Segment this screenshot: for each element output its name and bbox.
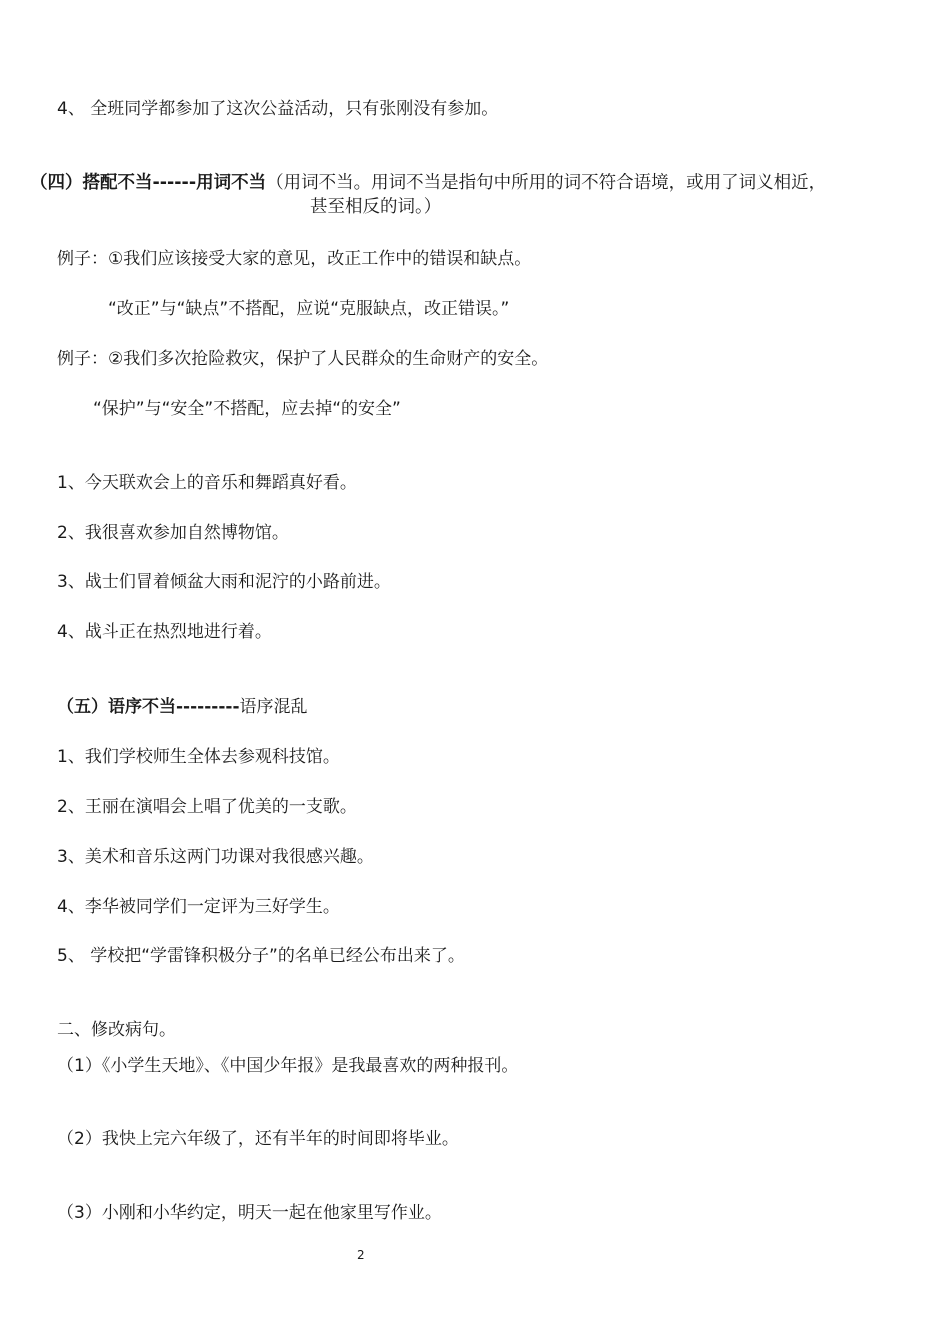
example-2: 例子：②我们多次抢险救灾，保护了人民群众的生命财产的安全。 (57, 349, 549, 369)
section4-item-2: 2、我很喜欢参加自然博物馆。 (57, 523, 289, 543)
part2-item-2: （2）我快上完六年级了，还有半年的时间即将毕业。 (57, 1129, 459, 1149)
part2-item-1: （1）《小学生天地》、《中国少年报》是我最喜欢的两种报刊。 (57, 1056, 519, 1076)
section5-title-rest: 语序混乱 (239, 697, 308, 717)
section5-item-5: 5、 学校把“学雷锋积极分子”的名单已经公布出来了。 (57, 946, 465, 966)
example-1-explanation: “改正”与“缺点”不搭配，应说“克服缺点，改正错误。” (108, 299, 510, 319)
example-1: 例子：①我们应该接受大家的意见，改正工作中的错误和缺点。 (57, 249, 532, 269)
section4-item-4: 4、战斗正在热烈地进行着。 (57, 622, 272, 642)
part2-title: 二、修改病句。 (57, 1020, 176, 1040)
section5-heading (57, 696, 308, 718)
section5-item-4: 4、李华被同学们一定评为三好学生。 (57, 897, 340, 917)
page-number: 2 (357, 1248, 365, 1262)
section4-item-1: 1、今天联欢会上的音乐和舞蹈真好看。 (57, 473, 357, 493)
section4-heading (30, 172, 826, 194)
section5-item-2: 2、王丽在演唱会上唱了优美的一支歌。 (57, 797, 357, 817)
section4-title-bold: （四）搭配不当------用词不当 (30, 173, 267, 193)
example-2-explanation: “保护”与“安全”不搭配，应去掉“的安全” (93, 399, 401, 419)
item-4-public-welfare: 4、 全班同学都参加了这次公益活动，只有张刚没有参加。 (57, 99, 499, 119)
section5-item-1: 1、我们学校师生全体去参观科技馆。 (57, 747, 340, 767)
section5-item-3: 3、美术和音乐这两门功课对我很感兴趣。 (57, 847, 374, 867)
section4-item-3: 3、战士们冒着倾盆大雨和泥泞的小路前进。 (57, 572, 391, 592)
section4-title-rest: （用词不当。用词不当是指句中所用的词不符合语境，或用了词义相近， (266, 173, 827, 193)
part2-item-3: （3）小刚和小华约定，明天一起在他家里写作业。 (57, 1203, 442, 1223)
section5-title-bold: （五）语序不当--------- (57, 697, 240, 717)
section4-heading-line2: 甚至相反的词。） (310, 197, 442, 217)
